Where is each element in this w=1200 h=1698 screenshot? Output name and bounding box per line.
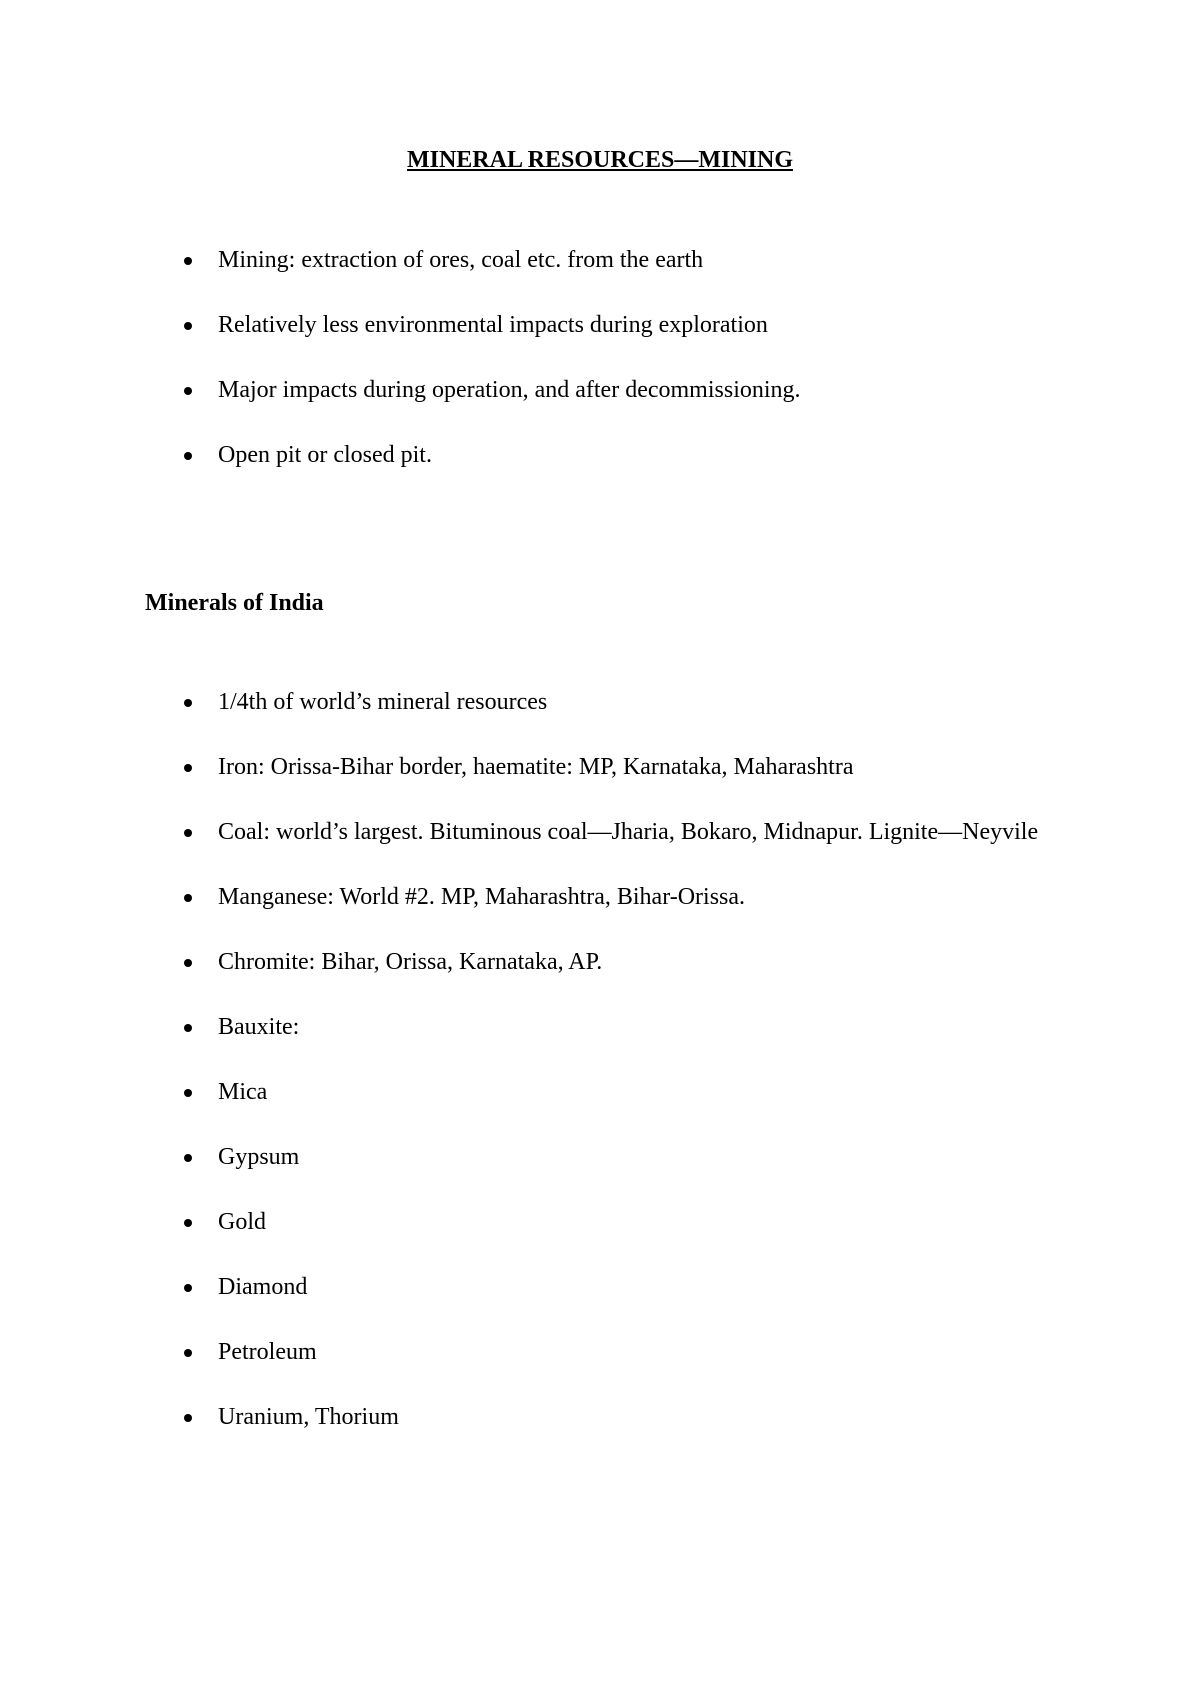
bullet-icon (184, 387, 192, 395)
list-item-text: Manganese: World #2. MP, Maharashtra, Bihar-Orissa. (218, 884, 746, 910)
bullet-icon (184, 894, 192, 902)
list-item (0, 1385, 1200, 1450)
list-item-text: Mining: extraction of ores, coal etc. from the earth (218, 247, 704, 273)
list-item-text: Bauxite: (218, 1014, 300, 1040)
bullet-icon (184, 1219, 192, 1227)
bullet-icon (184, 1024, 192, 1032)
list-item-text: Mica (218, 1079, 268, 1105)
list-item (0, 1125, 1200, 1190)
list-item-text: Diamond (218, 1274, 308, 1300)
section-heading: Minerals of India (145, 590, 324, 616)
list-item-text: Open pit or closed pit. (218, 442, 432, 468)
list-item-text: Coal: world’s largest. Bituminous coal—Jharia, Bokaro, Midnapur. Lignite—Neyvile (218, 819, 1039, 845)
list-item (0, 995, 1200, 1060)
bullet-icon (184, 829, 192, 837)
list-item-text: Relatively less environmental impacts during exploration (218, 312, 768, 338)
list-item (0, 1255, 1200, 1320)
bullet-icon (184, 764, 192, 772)
bullet-icon (184, 1349, 192, 1357)
list-item (0, 228, 1200, 293)
list-item-text: 1/4th of world’s mineral resources (218, 689, 548, 715)
bullet-icon (184, 1089, 192, 1097)
mining-bullet-list (0, 228, 1200, 488)
bullet-icon (184, 699, 192, 707)
list-item-text: Major impacts during operation, and after decommissioning. (218, 377, 801, 403)
bullet-icon (184, 322, 192, 330)
bullet-icon (184, 959, 192, 967)
list-item-text: Gypsum (218, 1144, 300, 1170)
bullet-icon (184, 452, 192, 460)
list-item-text: Chromite: Bihar, Orissa, Karnataka, AP. (218, 949, 603, 975)
list-item (0, 670, 1200, 735)
list-item-text: Gold (218, 1209, 266, 1235)
list-item (0, 358, 1200, 423)
list-item (0, 865, 1200, 930)
list-item (0, 1060, 1200, 1125)
bullet-icon (184, 1284, 192, 1292)
list-item (0, 800, 1200, 865)
list-item (0, 735, 1200, 800)
document-title: MINERAL RESOURCES—MINING (406, 147, 794, 173)
list-item-text: Uranium, Thorium (218, 1404, 399, 1430)
list-item (0, 930, 1200, 995)
list-item (0, 1320, 1200, 1385)
list-item-text: Petroleum (218, 1339, 317, 1365)
list-item (0, 423, 1200, 488)
bullet-icon (184, 1154, 192, 1162)
bullet-icon (184, 1414, 192, 1422)
minerals-bullet-list (0, 670, 1200, 1450)
bullet-icon (184, 257, 192, 265)
list-item (0, 1190, 1200, 1255)
list-item (0, 293, 1200, 358)
list-item-text: Iron: Orissa-Bihar border, haematite: MP, Karnataka, Maharashtra (218, 754, 854, 780)
